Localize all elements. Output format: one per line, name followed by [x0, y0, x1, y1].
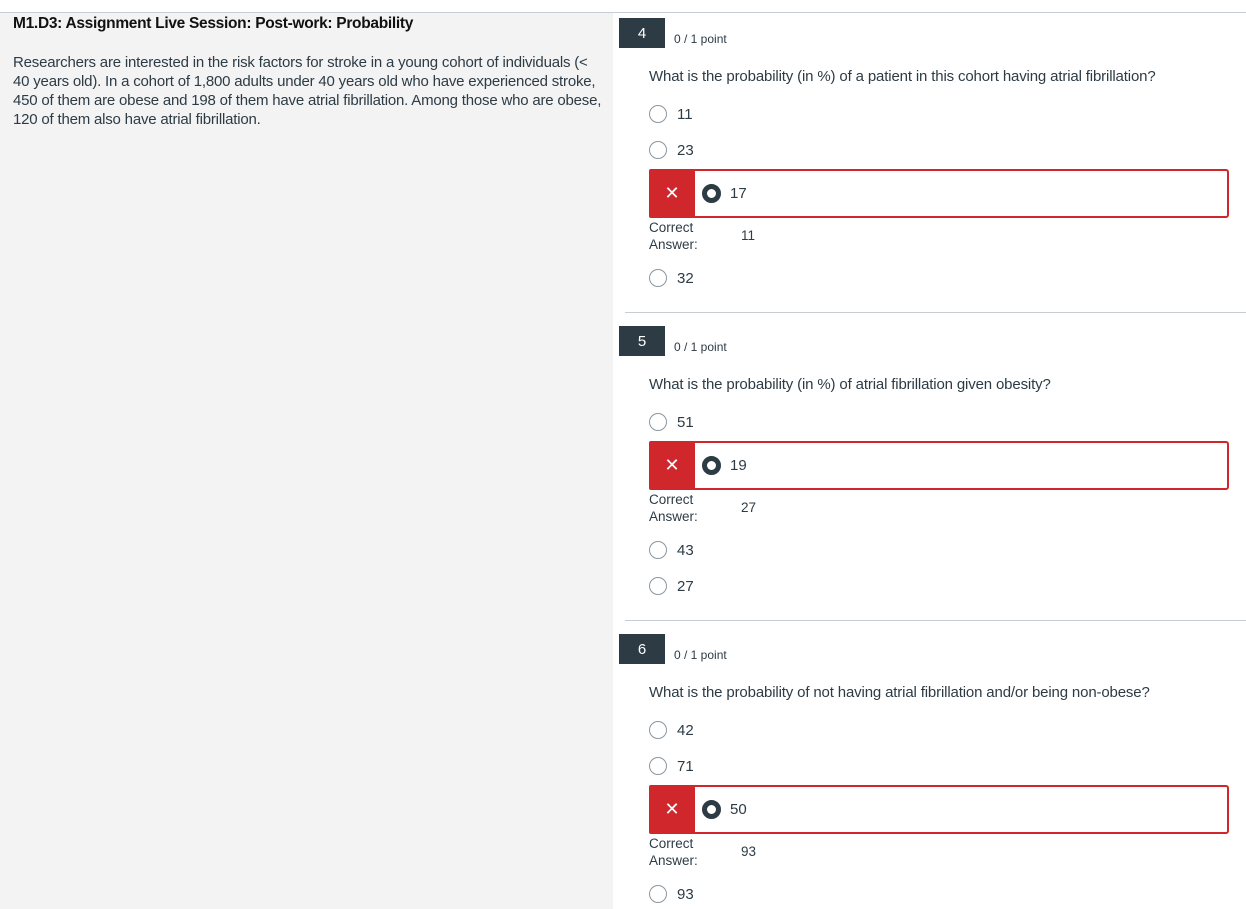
radio-button[interactable] [649, 577, 667, 595]
answer-label: 42 [677, 721, 694, 739]
radio-button[interactable] [649, 105, 667, 123]
correct-answer-value: 11 [741, 228, 756, 243]
radio-button-selected[interactable] [702, 184, 721, 203]
radio-button[interactable] [649, 269, 667, 287]
answer-label: 23 [677, 141, 694, 159]
answer-label: 50 [730, 801, 747, 818]
answer-option[interactable] [649, 139, 694, 161]
correct-answer-value: 27 [741, 500, 757, 515]
question-text: What is the probability of not having atrial fibrillation and/or being non-obese? [649, 684, 1150, 701]
answer-option[interactable] [649, 267, 694, 289]
answer-label: 11 [677, 105, 693, 123]
radio-button[interactable] [649, 721, 667, 739]
radio-button-selected[interactable] [702, 800, 721, 819]
question-number: 5 [619, 326, 665, 356]
answer-label: 19 [730, 457, 747, 474]
answer-option[interactable] [649, 755, 694, 777]
question-points: 0 / 1 point [674, 32, 727, 46]
question-number: 4 [619, 18, 665, 48]
answer-option[interactable] [649, 539, 694, 561]
answer-option[interactable] [649, 575, 694, 597]
answer-label: 71 [677, 757, 694, 775]
correct-answer-label: Correct Answer: [649, 492, 698, 524]
answer-option[interactable] [649, 719, 694, 741]
correct-answer-label: Correct Answer: [649, 836, 698, 868]
assignment-title: M1.D3: Assignment Live Session: Post-work: Probability [13, 15, 414, 32]
question-text: What is the probability (in %) of atrial fibrillation given obesity? [649, 376, 1051, 393]
correct-answer-label: Correct Answer: [649, 220, 698, 252]
radio-button[interactable] [649, 141, 667, 159]
radio-button[interactable] [649, 885, 667, 903]
question-number: 6 [619, 634, 665, 664]
answer-label: 27 [677, 577, 694, 595]
selected-incorrect-answer[interactable] [649, 441, 1229, 490]
selected-incorrect-answer[interactable] [649, 785, 1229, 834]
answer-label: 32 [677, 269, 694, 287]
radio-button[interactable] [649, 757, 667, 775]
radio-button-selected[interactable] [702, 456, 721, 475]
answer-label: 17 [730, 185, 747, 202]
question-divider [625, 620, 1246, 621]
selected-incorrect-answer[interactable] [649, 169, 1229, 218]
answer-option[interactable] [649, 411, 694, 433]
answer-option[interactable] [649, 883, 694, 905]
answer-label: 51 [677, 413, 694, 431]
question-context-panel [0, 13, 613, 909]
question-divider [625, 312, 1246, 313]
radio-button[interactable] [649, 413, 667, 431]
context-text: Researchers are interested in the risk factors for stroke in a young cohort of individuals (< 40 years old). In a cohort of 1,800 adults under 40 years old who have experienced stroke, 450 of them are obese and 198 of them have atrial fibrillation. Among those who are obese, 120 of them also have atrial fibrillation. [13, 54, 602, 128]
close-icon: ✕ [649, 785, 695, 834]
radio-button[interactable] [649, 541, 667, 559]
question-text: What is the probability (in %) of a patient in this cohort having atrial fibrillation? [649, 68, 1156, 85]
questions-panel [613, 13, 1246, 909]
answer-label: 93 [677, 885, 694, 903]
close-icon: ✕ [649, 441, 695, 490]
correct-answer-value: 93 [741, 844, 757, 859]
answer-option[interactable] [649, 103, 693, 125]
close-icon: ✕ [649, 169, 695, 218]
question-points: 0 / 1 point [674, 340, 727, 354]
question-points: 0 / 1 point [674, 648, 727, 662]
answer-label: 43 [677, 541, 694, 559]
